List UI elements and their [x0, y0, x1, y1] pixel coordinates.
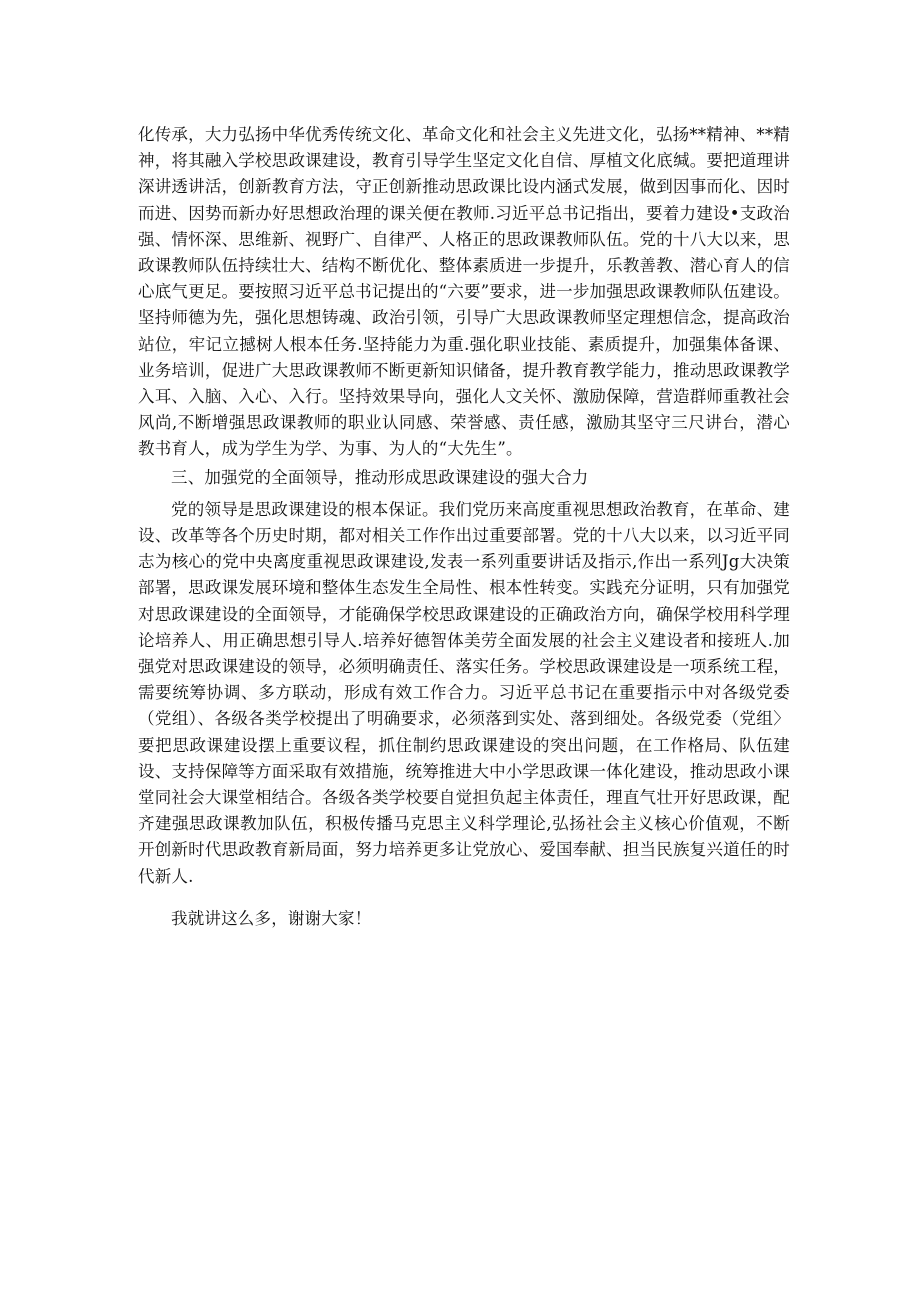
paragraph-party-leadership: 党的领导是思政课建设的根本保证。我们党历来高度重视思想政治教育，在革命、建设、改革等各个历史时期，都对相关工作作出过重要部署。党的十八大以来，以习近平同志为核心的党中央离度重视思政课建设,发表一系列重要讲话及指示,作出一系列Jg大决策部署，思政课发展环境和整体生态发生全局性、根本性转变。实践充分证明，只有加强党对思政课建设的全面领导，才能确保学校思政课建设的正确政治方向，确保学校用科学理论培养人、用正确思想引导人.培养好德智体美劳全面发展的社会主义建设者和接班人.加强党对思政课建设的领导，必须明确责任、落实任务。学校思政课建设是一项系统工程，需要统筹协调、多方联动，形成有效工作合力。习近平总书记在重要指示中对各级党委（党组）、各级各类学校提出了明确要求，必须落到实处、落到细处。各级党委（党组〉要把思政课建设摆上重要议程，抓住制约思政课建设的突出问题，在工作格局、队伍建设、支持保障等方面采取有效措施，统筹推进大中小学思政课一体化建设，推动思政小课堂同社会大课堂相结合。各级各类学校要自觉担负起主体责任，理直气壮开好思政课，配齐建强思政课教加队伍，积极传播马克思主义科学理论,弘扬社会主义核心价值观，不断开创新时代思政教育新局面，努力培养更多让党放心、爱国奉献、担当民族复兴道任的时代新人. [138, 499, 790, 886]
closing-remark: 我就讲这么多，谢谢大家！ [171, 908, 372, 928]
document-body [138, 122, 790, 932]
paragraph-teacher-team: 化传承，大力弘扬中华优秀传统文化、革命文化和社会主义先进文化，弘扬**精神、**精神，将其融入学校思政课建设，教育引导学生坚定文化自信、厚植文化底缄。要把道理讲深讲透讲活，创新教育方法，守正创新推动思政课比设内涵式发展，做到因事而化、因时而进、因势而新办好思想政治理的课关便在教师.习近平总书记指出，要着力建设•支政治强、情怀深、思维新、视野广、自律严、人格正的思政课教师队伍。党的十八大以来，思政课教师队伍持续壮大、结构不断优化、整体素质进一步提升，乐教善教、潜心育人的信心底气更足。要按照习近平总书记提出的“六要”要求，进一步加强思政课教师队伍建设。坚持师德为先，强化思想铸魂、政治引领，引导广大思政课教师坚定理想信念，提高政治站位，牢记立撼树人根本任务.坚持能力为重.强化职业技能、素质提升，加强集体备课、业务培训，促进广大思政课教师不断更新知识储备，提升教育教学能力，推动思政课教学入耳、入脑、入心、入行。坚持效果导向，强化人文关怀、激励保障，营造群师重教社会风尚,不断增强思政课教师的职业认同感、荣誉感、责任感，激励其坚守三尺讲台，潜心教书育人，成为学生为学、为事、为人的“大先生”。 [138, 125, 790, 459]
section-heading-party-leadership: 三、加强党的全面领导，推动形成思政课建设的强大合力 [171, 467, 589, 487]
